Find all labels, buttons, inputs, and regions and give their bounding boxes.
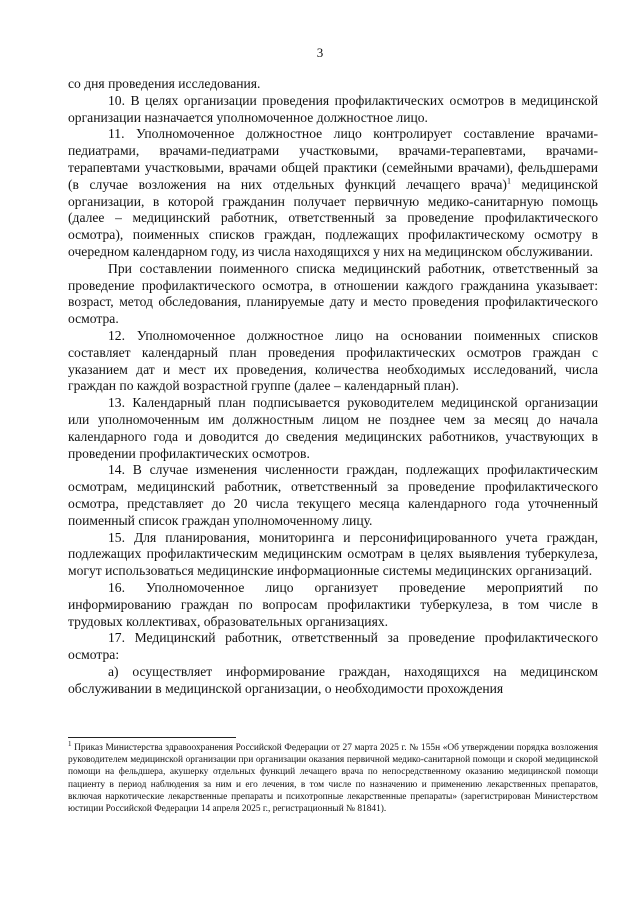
paragraph-12: 12. Уполномоченное должностное лицо на основании поименных списков составляет календарный план проведения профилактических осмотров граждан с указанием дат и мест их проведения, количества необходимых исследований, числа граждан по каждой возрастной группе (далее – календарный план). <box>68 327 598 394</box>
paragraph-15: 15. Для планирования, мониторинга и персонифицированного учета граждан, подлежащих профилактическим медицинским осмотрам в целях выявления туберкулеза, могут использоваться медицинские информационные системы медицинских организаций. <box>68 529 598 579</box>
page-number: 3 <box>316 45 324 60</box>
footnote <box>68 739 598 815</box>
paragraph-11-text-a: 11. Уполномоченное должностное лицо контролирует составление врачами-педиатрами, врачами-педиатрами участковыми, врачами-терапевтами, врачами-терапевтами участковыми, врачами общей практики (семейными врачами), фельдшерами (в случае возложения на них отдельных функций лечащего врача) <box>68 126 598 192</box>
paragraph-11-text-b: медицинской организации, в которой гражданин получает первичную медико-санитарную помощь (далее – медицинский работник, ответственный за проведение профилактического осмотра), поименных списков граждан, подлежащих профилактическому осмотру в очередном календарном году, из числа находящихся у них на медицинском обслуживании. <box>68 176 598 259</box>
paragraph-11-list-details: При составлении поименного списка медицинский работник, ответственный за проведение профилактического осмотра, в отношении каждого гражданина указывает: возраст, метод обследования, планируемые дату и место проведения профилактического осмотра. <box>68 260 598 327</box>
paragraph-14: 14. В случае изменения численности граждан, подлежащих профилактическим осмотрам, медицинский работник, ответственный за проведение профилактического осмотра, представляет до 20 числа текущего месяца календарного года уточненный поименный список граждан уполномоченному лицу. <box>68 462 598 528</box>
paragraph-17-a: а) осуществляет информирование граждан, находящихся на медицинском обслуживании в медицинской организации, о необходимости прохождения <box>68 663 598 696</box>
paragraph-10: 10. В целях организации проведения профилактических осмотров в медицинской организации назначается уполномоченное должностное лицо. <box>68 92 598 125</box>
paragraph-17: 17. Медицинский работник, ответственный за проведение профилактического осмотра: <box>68 630 598 663</box>
footnote-reference: 1 <box>506 176 511 186</box>
paragraph-16: 16. Уполномоченное лицо организует проведение мероприятий по информированию граждан по вопросам профилактики туберкулеза, в том числе в трудовых коллективах, образовательных организациях. <box>68 579 598 629</box>
paragraph-13: 13. Календарный план подписывается руководителем медицинской организации или уполномоченным им должностным лицом не позднее чем за месяц до начала календарного года и доводится до сведения медицинских работников, участвующих в проведении профилактических осмотров. <box>68 395 598 461</box>
body-text <box>68 76 598 697</box>
footnote-text: Приказ Министерства здравоохранения Российской Федерации от 27 марта 2025 г. № 155н «Об утверждении порядка возложения руководителем медицинской организации при организации оказания первичной медико-санитарной помощи и скорой медицинской помощи на фельдшера, акушерку отдельных функций лечащего врача по непосредственному оказанию медицинской помощи пациенту в период наблюдения за ним и его лечения, в том числе по назначению и применению лекарственных препаратов, включая наркотические лекарственные препараты и психотропные лекарственные препараты» (зарегистрирован Министерством юстиции Российской Федерации 14 апреля 2025 г., регистрационный № 81841). <box>68 743 598 815</box>
paragraph-continuation: со дня проведения исследования. <box>68 76 261 91</box>
footnote-marker: 1 <box>68 739 72 748</box>
paragraph-11 <box>68 126 598 260</box>
footnote-divider <box>68 737 236 738</box>
